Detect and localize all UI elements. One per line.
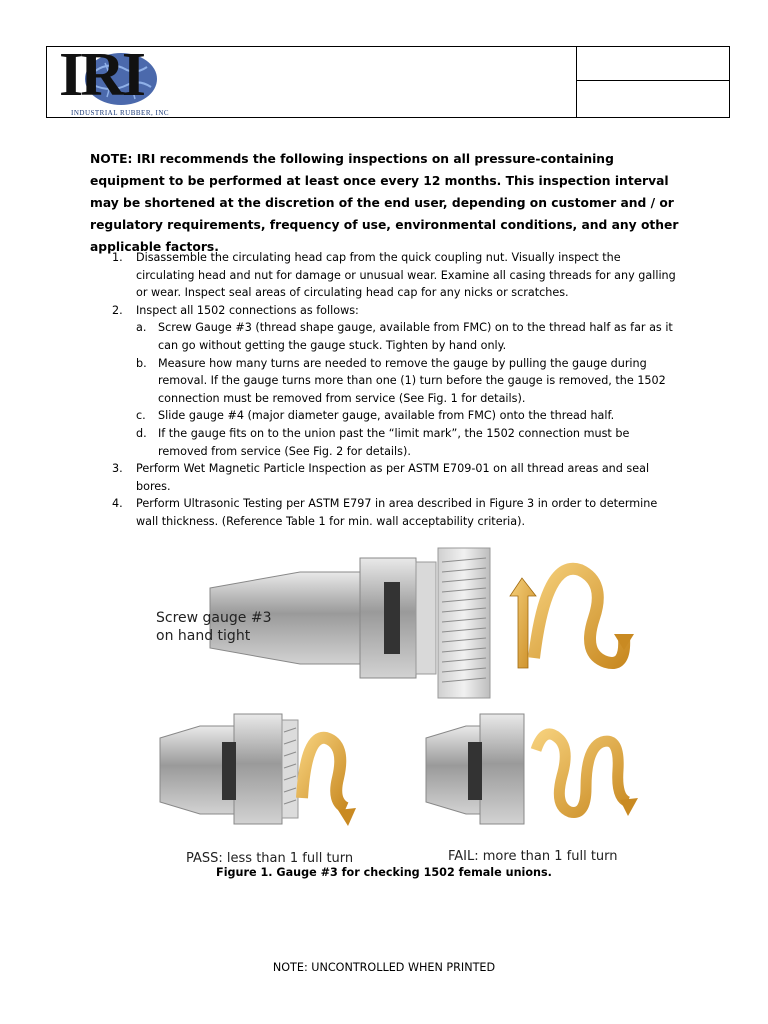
logo-wordmark: IRI xyxy=(59,41,144,109)
step-3 xyxy=(112,460,682,495)
pass-pipe-icon xyxy=(160,714,298,824)
header-info-cells xyxy=(576,47,729,117)
step-text: Perform Ultrasonic Testing per ASTM E797 in area described in Figure 3 in order to determine wall thickness. (Reference Table 1 for min. wall acceptability criteria). xyxy=(136,497,658,528)
inspection-note: NOTE: IRI recommends the following inspections on all pressure-containing equipment to be performed at least once every 12 months. This inspection interval may be shortened at the discretion of the end user, depending on customer and / or regulatory requirements, frequency of use, environmental conditions, and any other applicable factors. xyxy=(90,152,679,254)
logo-subtitle: INDUSTRIAL RUBBER, INC xyxy=(71,109,170,117)
step-2 xyxy=(112,302,682,460)
pass-arrow-icon xyxy=(302,738,356,826)
gauge-illustration xyxy=(150,538,640,868)
substep-text: Slide gauge #4 (major diameter gauge, available from FMC) onto the thread half. xyxy=(158,409,615,423)
substep-text: Screw Gauge #3 (thread shape gauge, available from FMC) on to the thread half as far as it can go without getting the gauge stuck. Tighten by hand only. xyxy=(158,321,673,352)
inspection-steps xyxy=(112,249,682,531)
figure-label-top-2: on hand tight xyxy=(156,628,251,644)
step-2-substeps xyxy=(136,319,682,460)
substep-d xyxy=(136,425,682,460)
company-logo xyxy=(55,41,183,117)
top-rotation-arrow-icon xyxy=(510,569,634,668)
substep-c xyxy=(136,407,682,425)
step-text: Inspect all 1502 connections as follows: xyxy=(136,303,359,317)
step-4 xyxy=(112,495,682,530)
step-number: 2. xyxy=(112,303,123,317)
page-footer: NOTE: UNCONTROLLED WHEN PRINTED xyxy=(272,961,496,974)
step-number: 4. xyxy=(112,497,123,511)
fail-arrow-icon xyxy=(536,734,638,816)
step-1 xyxy=(112,249,682,302)
document-header xyxy=(46,41,730,118)
substep-a xyxy=(136,319,682,354)
figure-label-top-1: Screw gauge #3 xyxy=(156,610,272,626)
top-gauge-icon xyxy=(438,548,490,698)
pass-label: PASS: less than 1 full turn xyxy=(186,851,354,866)
substep-letter: d. xyxy=(136,426,147,440)
substep-text: Measure how many turns are needed to remove the gauge by pulling the gauge during removal. If the gauge turns more than one (1) turn before the gauge is removed, the 1502 connection must be removed from service (See Fig. 1 for details). xyxy=(158,356,666,405)
fail-pipe-icon xyxy=(426,714,524,824)
substep-text: If the gauge fits on to the union past the “limit mark”, the 1502 connection must be removed from service (See Fig. 2 for details). xyxy=(158,426,630,458)
step-text: Perform Wet Magnetic Particle Inspection as per ASTM E709-01 on all thread areas and seal bores. xyxy=(136,462,650,493)
substep-letter: a. xyxy=(136,321,147,335)
gauge-figure xyxy=(150,538,640,868)
substep-letter: c. xyxy=(136,409,146,423)
header-cell-top xyxy=(577,47,729,81)
figure-caption: Figure 1. Gauge #3 for checking 1502 female unions. xyxy=(216,866,552,879)
step-number: 1. xyxy=(112,251,123,264)
substep-b xyxy=(136,355,682,408)
step-text: Disassemble the circulating head cap from the quick coupling nut. Visually inspect the circulating head and nut for damage or unusual wear. Examine all casing threads for any galling or wear. Inspect seal areas of circulating head cap for any nicks or scratches. xyxy=(136,251,676,300)
fail-label: FAIL: more than 1 full turn xyxy=(448,849,618,864)
substep-letter: b. xyxy=(136,356,147,370)
step-number: 3. xyxy=(112,462,123,476)
